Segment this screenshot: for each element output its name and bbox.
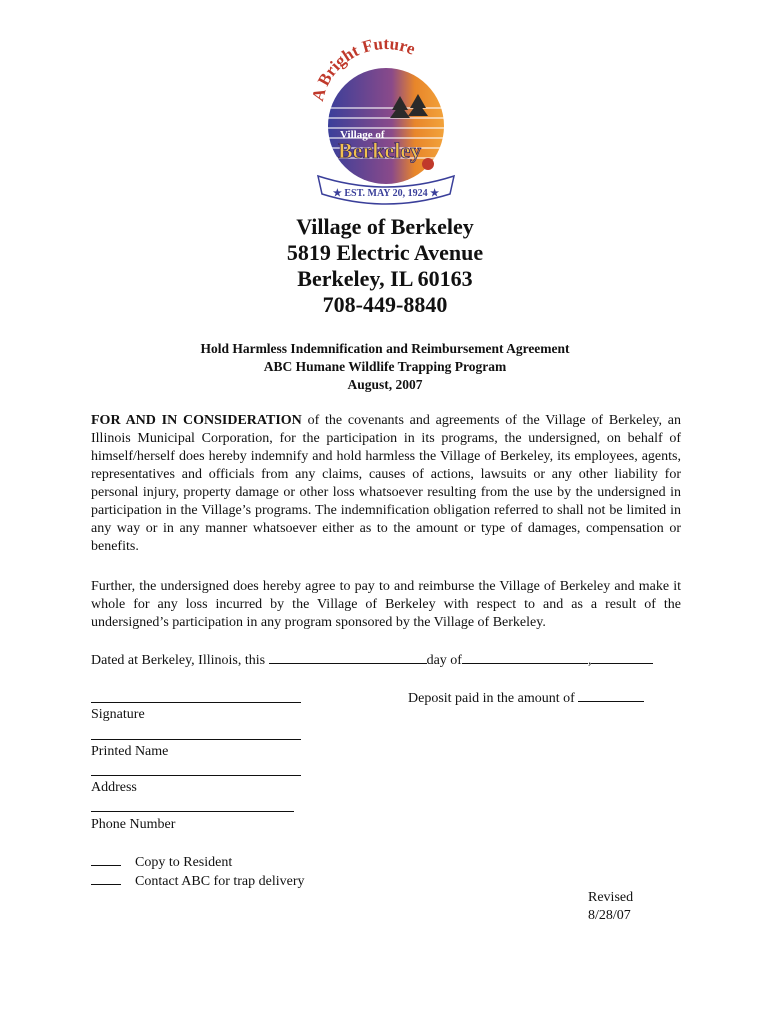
city-state-zip: Berkeley, IL 60163 — [297, 266, 473, 291]
village-name: Village of Berkeley — [296, 214, 474, 239]
lead-phrase: FOR AND IN CONSIDERATION — [91, 413, 302, 428]
street-address: 5819 Electric Avenue — [286, 240, 484, 265]
copy-checkbox-blank[interactable] — [91, 852, 121, 866]
logo-graphic — [300, 38, 470, 218]
logo-name-small: Village of — [340, 129, 385, 141]
day-of-label: day of — [426, 653, 462, 668]
contact-abc-label: Contact ABC for trap delivery — [135, 874, 305, 889]
printed-name-line[interactable] — [91, 739, 301, 740]
printed-name-label: Printed Name — [91, 744, 169, 759]
contact-checkbox-blank[interactable] — [91, 871, 121, 885]
address-line[interactable] — [91, 775, 301, 776]
logo-arc-text: A Bright Future — [308, 38, 419, 104]
deposit-line — [408, 688, 644, 708]
program-name: ABC Humane Wildlife Trapping Program — [263, 359, 507, 374]
dated-prefix: Dated at Berkeley, Illinois, this — [91, 653, 266, 668]
agreement-title: Hold Harmless Indemnification and Reimbursement Agreement — [200, 341, 570, 356]
village-address-header — [0, 214, 770, 318]
contact-abc-option[interactable] — [91, 871, 305, 891]
revised-date: 8/28/07 — [588, 908, 631, 923]
logo-ribbon-text: ★ EST. MAY 20, 1924 ★ — [332, 188, 440, 199]
phone-line[interactable] — [91, 811, 294, 812]
agreement-title-block — [0, 340, 770, 394]
revised-label: Revised — [588, 890, 634, 905]
logo-name-large: Berkeley — [338, 138, 422, 163]
village-logo — [300, 38, 470, 218]
indemnification-text: of the covenants and agreements of the Village of Berkeley, an Illinois Municipal Corporation, for the participation in its programs, the undersigned, on behalf of himself/herself does hereby indemnify and hold harmless the Village of Berkeley, its employees, agents, representatives and officials from any claims, causes of actions, lawsuits or any other liability for personal injury, property damage or other loss whatsoever resulting from the use by the undersigned in participation in the Village’s programs. The indemnification obligation referred to shall not be limited in any way or in any manner whatsoever either as to the amount or type of damages, compensation or benefits. — [91, 413, 681, 554]
signature-line[interactable] — [91, 702, 301, 703]
month-blank[interactable] — [462, 650, 588, 664]
phone-number: 708-449-8840 — [322, 292, 448, 317]
address-label: Address — [91, 780, 137, 795]
agreement-date: August, 2007 — [347, 377, 423, 392]
day-blank[interactable] — [269, 650, 427, 664]
copy-to-resident-label: Copy to Resident — [135, 855, 233, 870]
revision-note — [588, 889, 633, 925]
deposit-label: Deposit paid in the amount of — [408, 691, 575, 706]
indemnification-paragraph — [91, 412, 681, 556]
rose-icon — [422, 158, 434, 170]
date-comma: , — [587, 653, 592, 668]
phone-label: Phone Number — [91, 817, 176, 832]
reimbursement-paragraph: Further, the undersigned does hereby agree to pay to and reimburse the Village of Berkeley and make it whole for any loss incurred by the Village of Berkeley with respect to and as a result of the undersigned’s participation in any program sponsored by the Village of Berkeley. — [91, 579, 681, 630]
year-blank[interactable] — [591, 650, 653, 664]
copy-to-resident-option[interactable] — [91, 852, 232, 872]
signature-label: Signature — [91, 707, 145, 722]
dated-line — [91, 650, 653, 670]
deposit-amount-blank[interactable] — [578, 688, 644, 702]
